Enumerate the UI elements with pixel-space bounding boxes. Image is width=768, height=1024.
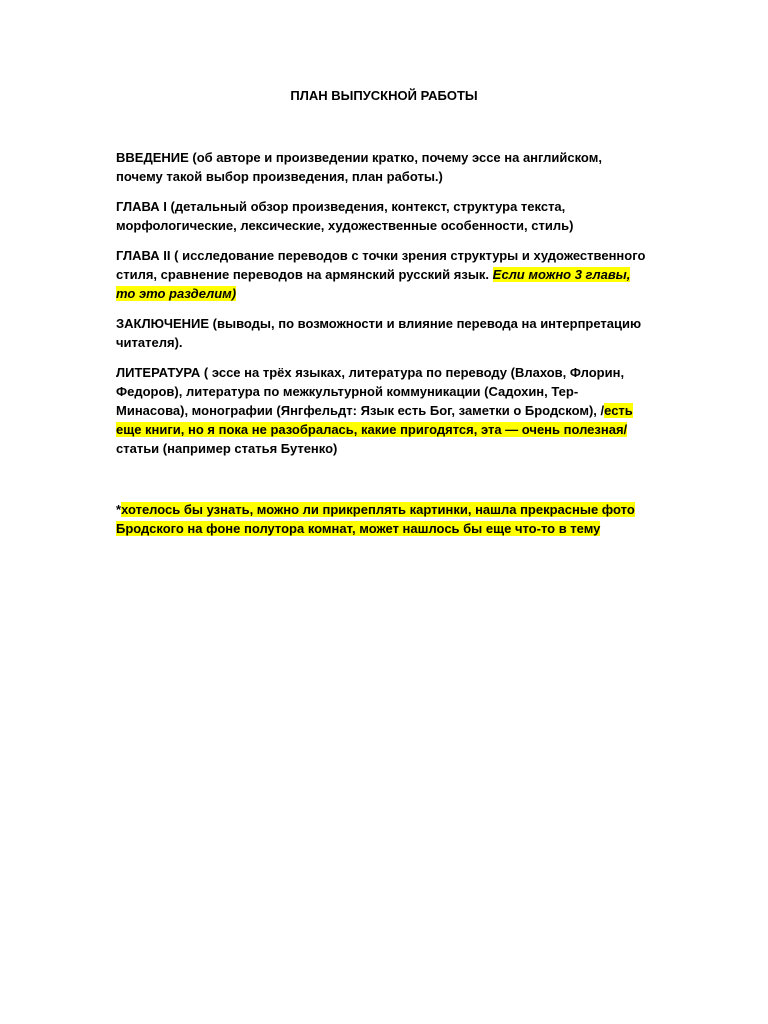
footnote-star: * bbox=[116, 502, 122, 517]
chapter2-paragraph bbox=[116, 246, 646, 303]
literature-text-start: ЛИТЕРАТУРА ( эссе на трёх языках, литература по переводу (Влахов, Флорин, Федоров), литература по межкультурной коммуникации (Садохин, Тер-Минасова), монографии (Янгфельдт: Язык есть Бог, заметки о Бродском), / bbox=[116, 365, 625, 418]
footnote-highlighted-text: хотелось бы узнать, можно ли прикреплять картинки, нашла прекрасные фото Бродского на фоне полутора комнат, может нашлось бы еще что-то в тему bbox=[116, 502, 635, 536]
chapter1-text: ГЛАВА I (детальный обзор произведения, контекст, структура текста, морфологические, лексические, художественные особенности, стиль) bbox=[116, 199, 574, 233]
chapter2-text: ГЛАВА II ( исследование переводов с точки зрения структуры и художественного стиля, сравнение переводов на армянский русский язык. bbox=[116, 248, 646, 282]
footnote-paragraph bbox=[116, 500, 646, 538]
conclusion-paragraph bbox=[116, 314, 646, 352]
document-body bbox=[116, 148, 646, 549]
literature-text-end: статьи (например статья Бутенко) bbox=[116, 441, 338, 456]
conclusion-text: ЗАКЛЮЧЕНИЕ (выводы, по возможности и влияние перевода на интерпретацию читателя). bbox=[116, 316, 642, 350]
intro-paragraph bbox=[116, 148, 646, 186]
chapter2-highlighted-note: Если можно 3 главы, то это разделим) bbox=[116, 267, 631, 301]
intro-text: ВВЕДЕНИЕ (об авторе и произведении кратко, почему эссе на английском, почему такой выбор произведения, план работы.) bbox=[116, 150, 602, 184]
literature-highlighted-note: есть еще книги, но я пока не разобралась, какие пригодятся, эта — очень полезная/ bbox=[116, 403, 633, 437]
document-title: ПЛАН ВЫПУСКНОЙ РАБОТЫ bbox=[290, 88, 478, 103]
chapter1-paragraph bbox=[116, 197, 646, 235]
literature-paragraph bbox=[116, 363, 646, 458]
